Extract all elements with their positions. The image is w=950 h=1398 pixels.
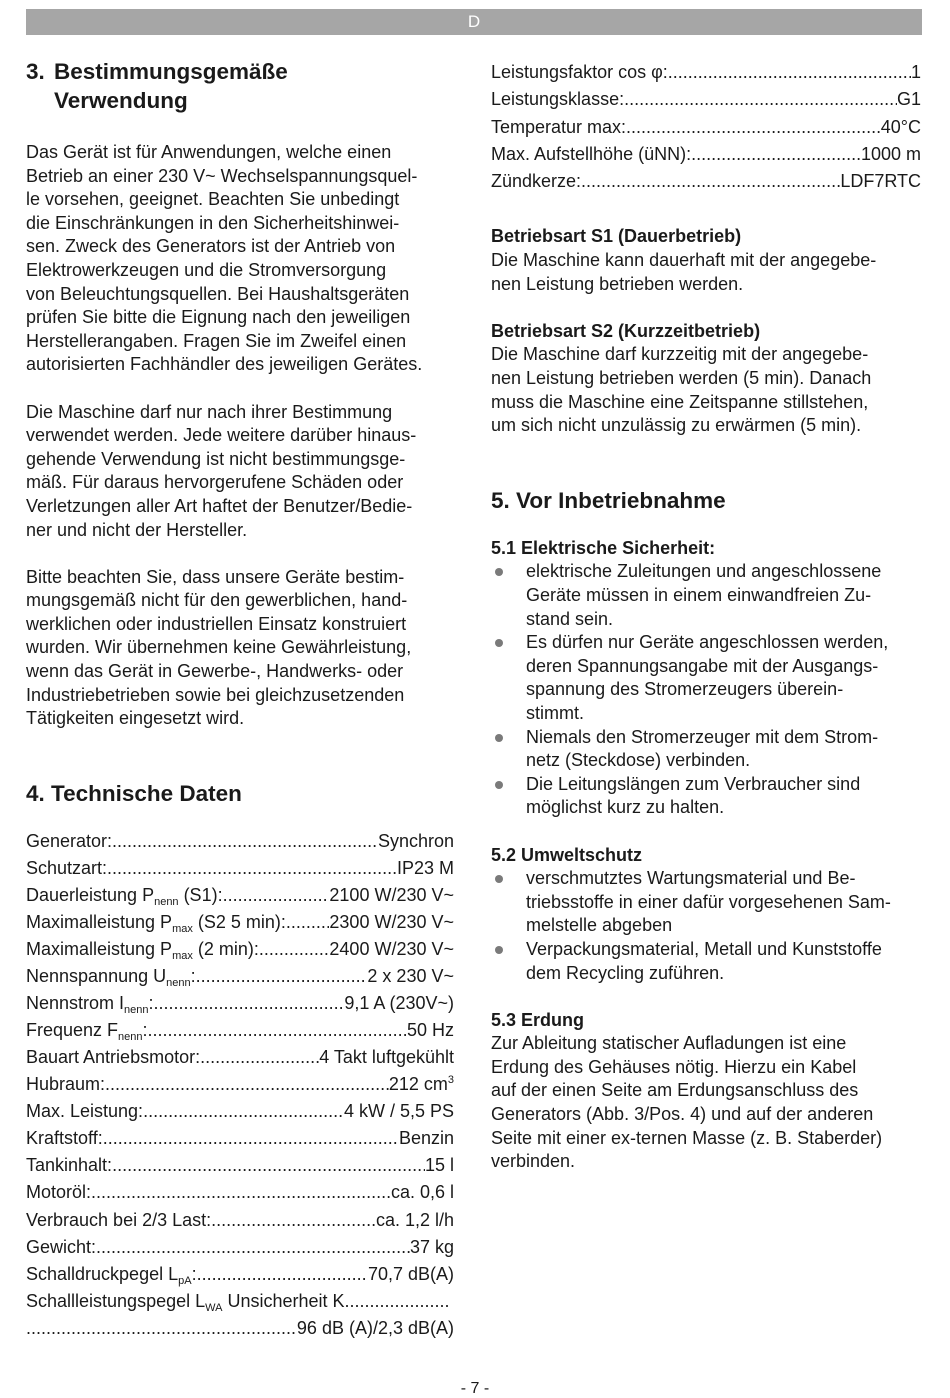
spec-row-motoroel <box>26 1179 454 1206</box>
section-5-2-heading: 5.2 Umweltschutz <box>491 844 643 865</box>
spec-label: Leistungsklasse: <box>491 89 625 110</box>
text-line: Das Gerät ist für Anwendungen, welche einen <box>26 142 392 162</box>
spec-label: Max. Aufstellhöhe (üNN): <box>491 143 692 164</box>
text-line: Betrieb an einer 230 V~ Wechselspannungsquel- <box>26 165 418 186</box>
list-item: Die Leitungslängen zum Verbraucher sind möglichst kurz zu halten. <box>491 773 921 820</box>
text-line: die Einschränkungen in den Sicherheitshinwei- <box>26 212 400 233</box>
spec-value: 2 x 230 V~ <box>367 966 454 987</box>
text-line: wurden. Wir übernehmen keine Gewährleistung, <box>26 637 412 658</box>
spec-label: Maximalleistung $P_{max}$ (2 min): <box>26 939 259 963</box>
section-5-1-heading: 5.1 Elektrische Sicherheit: <box>491 537 716 558</box>
text-line: Generators (Abb. 3/Pos. 4) und auf der anderen <box>491 1104 874 1125</box>
spec-row-aufstellhoehe <box>491 141 921 168</box>
text-line: Die Maschine kann dauerhaft mit der angegebe- <box>491 250 877 271</box>
spec-value: 2100 W/230 V~ <box>329 884 454 905</box>
spec-row-temperatur <box>491 114 921 141</box>
spec-value: ca. 0,6 l <box>390 1182 454 1203</box>
spec-value: Benzin <box>398 1128 454 1149</box>
spec-row-nennstrom <box>26 990 454 1017</box>
technical-data-list <box>26 828 454 1342</box>
spec-value: 4 kW / 5,5 PS <box>343 1101 454 1122</box>
spec-value: 9,1 A (230V~) <box>344 993 454 1014</box>
spec-value: 1 <box>910 62 921 82</box>
spec-value: G1 <box>896 89 921 110</box>
spec-label: Leistungsfaktor cos φ: <box>491 62 668 82</box>
text-line: Seite mit einer ex-ternen Masse (z. B. Staberder) <box>491 1127 883 1148</box>
text-line: nen Leistung betrieben werden. <box>491 273 744 294</box>
spec-row-maximalleistung-2min <box>26 936 454 963</box>
spec-row-schutzart <box>26 855 454 882</box>
section-5-2 <box>491 844 921 986</box>
spec-value: Synchron <box>377 830 454 851</box>
spec-label: Generator: <box>26 830 113 851</box>
spec-label: Verbrauch bei 2/3 Last: <box>26 1209 212 1230</box>
text-line: um sich nicht unzulässig zu erwärmen (5 min). <box>491 415 862 436</box>
text-line: verwendet werden. Jede weitere darüber hinaus- <box>26 425 417 446</box>
section-5-3-heading: 5.3 Erdung <box>491 1009 585 1030</box>
text-line: prüfen Sie bitte die Eignung nach den jeweiligen <box>26 307 411 328</box>
text-line: Erdung des Gehäuses nötig. Hierzu ein Kabel <box>491 1056 857 1077</box>
spec-label: Zündkerze: <box>491 171 582 192</box>
list-item: Niemals den Stromerzeuger mit dem Strom- netz (Steckdose) verbinden. <box>491 726 921 773</box>
spec-value: LDF7RTC <box>840 171 921 192</box>
spec-row-leistungsfaktor <box>491 59 921 86</box>
list-item: Es dürfen nur Geräte angeschlossen werden, deren Spannungsangabe mit der Ausgangs- spannung des Stromerzeugers überein- stimmt. <box>491 631 921 725</box>
section-5-3 <box>491 1009 921 1174</box>
list-item: verschmutztes Wartungsmaterial und Be- triebsstoffe in einer dafür vorgesehenen Sam- melstelle abgeben <box>491 867 921 938</box>
list-item: elektrische Zuleitungen und angeschlossene Geräte müssen in einem einwandfreien Zu- stand sein. <box>491 560 921 631</box>
spec-row-nennspannung <box>26 963 454 990</box>
spec-label: Maximalleistung $P_{max}$ (S2 5 min): <box>26 911 286 935</box>
spec-row-tankinhalt <box>26 1152 454 1179</box>
text-line: Bitte beachten Sie, dass unsere Geräte bestim- <box>26 566 405 587</box>
operating-mode-s2-heading: Betriebsart S2 (Kurzzeitbetrieb) <box>491 320 761 341</box>
spec-label: Temperatur max: <box>491 116 627 137</box>
right-column <box>491 59 921 1174</box>
language-tab: D <box>26 9 922 35</box>
spec-row-generator <box>26 828 454 855</box>
text-line: Industriebetrieben sowie bei gleichzusetzenden <box>26 684 405 705</box>
spec-label: Gewicht: <box>26 1236 97 1257</box>
spec-value: 212 $cm^3$ <box>388 1074 454 1095</box>
spec-label: Schutzart: <box>26 857 108 878</box>
spec-row-leistungsklasse <box>491 86 921 113</box>
text-line: Verletzungen aller Art haftet der Benutzer/Bedie- <box>26 495 413 516</box>
section-4-title: 4. Technische Daten <box>26 780 242 806</box>
spec-row-zuendkerze <box>491 168 921 195</box>
environment-list <box>491 867 921 985</box>
spec-value: 70,7 dB(A) <box>367 1263 454 1284</box>
text-line: gehende Verwendung ist nicht bestimmungsge- <box>26 448 406 469</box>
section-5-title: 5. Vor Inbetriebnahme <box>491 487 726 513</box>
page-number: - 7 - <box>460 1380 490 1397</box>
text-line: von Beleuchtungsquellen. Bei Haushaltsgeräten <box>26 283 410 304</box>
spec-value: 2400 W/230 V~ <box>329 939 454 960</box>
spec-row-verbrauch <box>26 1207 454 1234</box>
spec-label: Bauart Antriebsmotor: <box>26 1047 201 1068</box>
spec-row-frequenz <box>26 1017 454 1044</box>
list-item: Verpackungsmaterial, Metall und Kunststoffe dem Recycling zuführen. <box>491 938 921 985</box>
spec-label: Nennstrom $I_{nenn}$: <box>26 993 154 1017</box>
section-3-paragraph-1 <box>26 141 454 377</box>
spec-value: 40°C <box>880 116 921 137</box>
text-line: mäß. Für daraus hervorgerufene Schäden oder <box>26 472 404 493</box>
spec-value: IP23 M <box>396 857 454 878</box>
spec-row-schallleistungspegel-value <box>26 1315 454 1342</box>
spec-value: 96 dB (A)/2,3 dB(A) <box>296 1317 454 1338</box>
spec-row-schallleistungspegel <box>26 1288 454 1315</box>
spec-label: Frequenz $F_{nenn}$: <box>26 1020 148 1044</box>
spec-label: Motoröl: <box>26 1182 92 1203</box>
text-line: nen Leistung betrieben werden (5 min). Danach <box>491 368 872 389</box>
text-line: le vorsehen, geeignet. Beachten Sie unbedingt <box>26 189 400 210</box>
operating-mode-s1 <box>491 225 921 296</box>
operating-mode-s2 <box>491 320 921 438</box>
spec-label: Kraftstoff: <box>26 1128 103 1149</box>
spec-row-max-leistung <box>26 1098 454 1125</box>
text-line: werklichen oder industriellen Einsatz konstruiert <box>26 613 407 634</box>
spec-value: 1000 m <box>860 143 921 164</box>
spec-row-gewicht <box>26 1234 454 1261</box>
electrical-safety-list <box>491 560 921 820</box>
spec-label: Tankinhalt: <box>26 1155 113 1176</box>
spec-label: Schalldruckpegel $L_{pA}$: <box>26 1263 197 1287</box>
text-line: Elektrowerkzeugen und die Stromversorgung <box>26 259 387 280</box>
text-line: verbinden. <box>491 1151 576 1172</box>
section-5-1 <box>491 537 921 820</box>
spec-row-kraftstoff <box>26 1125 454 1152</box>
spec-label: Hubraum: <box>26 1074 106 1095</box>
spec-value: 37 kg <box>409 1236 454 1257</box>
left-column <box>26 57 454 1342</box>
text-line: Die Maschine darf kurzzeitig mit der angegebe- <box>491 344 869 365</box>
text-line: Zur Ableitung statischer Aufladungen ist eine <box>491 1033 847 1054</box>
spec-row-bauart <box>26 1044 454 1071</box>
section-3-paragraph-2 <box>26 401 454 543</box>
spec-label: Schallleistungspegel $L_{WA}$ Unsicherheit K <box>26 1290 345 1314</box>
spec-value: ca. 1,2 l/h <box>375 1209 454 1230</box>
spec-value: 15 l <box>424 1155 454 1176</box>
text-line: mungsgemäß nicht für den gewerblichen, hand- <box>26 590 408 611</box>
section-3-title-line2: Verwendung <box>54 88 188 113</box>
text-line: ner und nicht der Hersteller. <box>26 519 248 540</box>
operating-mode-s1-heading: Betriebsart S1 (Dauerbetrieb) <box>491 226 742 247</box>
technical-data-continued <box>491 59 921 195</box>
text-line: muss die Maschine eine Zeitspanne stillstehen, <box>491 391 869 412</box>
text-line: autorisierten Fachhändler des jeweiligen Gerätes. <box>26 354 423 375</box>
spec-value: 4 Takt luftgekühlt <box>319 1047 454 1068</box>
spec-row-dauerleistung <box>26 882 454 909</box>
text-line: Herstellerangaben. Fragen Sie im Zweifel einen <box>26 330 407 351</box>
text-line: sen. Zweck des Generators ist der Antrieb von <box>26 236 396 257</box>
spec-value: 50 Hz <box>406 1020 454 1041</box>
spec-value: 2300 W/230 V~ <box>329 911 454 932</box>
text-line: auf der einen Seite am Erdungsanschluss des <box>491 1080 859 1101</box>
text-line: Tätigkeiten eingesetzt wird. <box>26 708 245 729</box>
spec-label: Nennspannung $U_{nenn}$: <box>26 966 196 990</box>
section-3-paragraph-3 <box>26 566 454 731</box>
spec-row-maximalleistung-s2 <box>26 909 454 936</box>
text-line: wenn das Gerät in Gewerbe-, Handwerks- oder <box>26 661 404 682</box>
section-3-title-line1: Bestimmungsgemäße <box>54 59 288 84</box>
text-line: Die Maschine darf nur nach ihrer Bestimmung <box>26 401 393 422</box>
section-3-number: 3. <box>26 59 45 84</box>
spec-label: Dauerleistung $P_{nenn}$ (S1): <box>26 884 223 908</box>
spec-row-hubraum <box>26 1071 454 1098</box>
spec-row-schalldruckpegel <box>26 1261 454 1288</box>
spec-label: Max. Leistung: <box>26 1101 144 1122</box>
section-3-title <box>26 57 454 115</box>
